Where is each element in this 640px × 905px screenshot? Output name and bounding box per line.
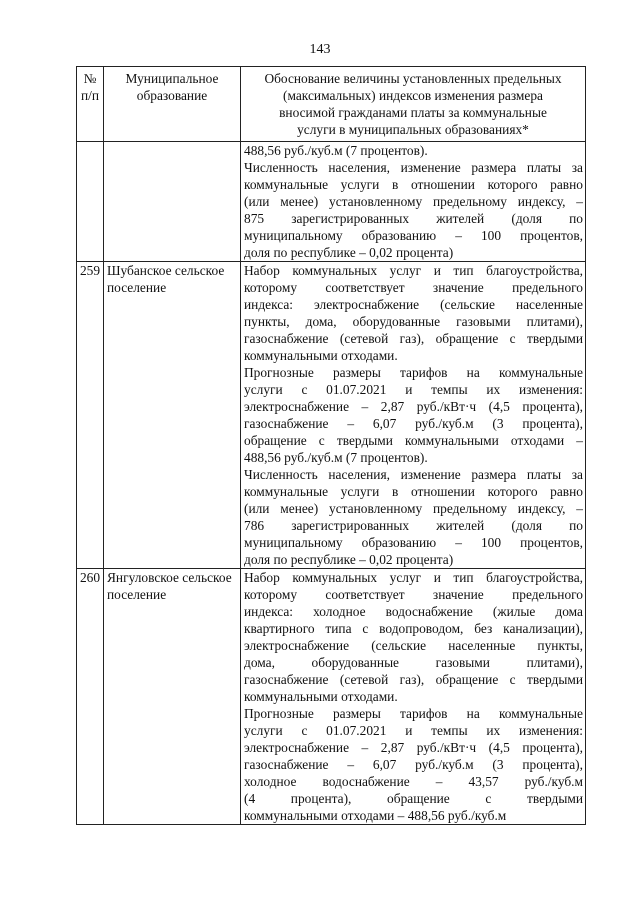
text-line: газоснабжение – 6,07 руб./куб.м (3 процента), <box>244 416 583 431</box>
text-line: Численность населения, изменение размера платы за <box>244 160 583 175</box>
text-line: 488,56 руб./куб.м (7 процентов). <box>244 143 428 158</box>
table-row <box>77 569 586 825</box>
text-line: доля по республике – 0,02 процента) <box>244 245 454 260</box>
text-line: 786 зарегистрированных жителей (доля по <box>244 518 583 533</box>
header-number-line: № <box>83 71 97 86</box>
text-line: доля по республике – 0,02 процента) <box>244 552 454 567</box>
text-line: индекса: холодное водоснабжение (жилые дома <box>244 604 583 619</box>
header-number-line: п/п <box>80 88 100 103</box>
page-number: 143 <box>309 42 331 57</box>
text-line: Прогнозные размеры тарифов на коммунальные <box>244 706 583 721</box>
text-line: обращение с твердыми коммунальными отходами – <box>244 433 583 448</box>
text-line: (4 процента), обращение с твердыми <box>244 791 583 806</box>
text-line: (или менее) установленному предельному индексу, – <box>244 501 583 516</box>
text-line: дома, оборудованные газовыми плитами), <box>244 655 583 670</box>
justification-paragraph <box>244 262 583 364</box>
text-line: электроснабжение – 2,87 руб./кВт·ч (4,5 процента), <box>244 740 583 755</box>
justification-paragraph <box>244 142 583 159</box>
justification-cell <box>241 569 586 825</box>
text-line: электроснабжение – 2,87 руб./кВт·ч (4,5 процента), <box>244 399 583 414</box>
text-line: холодное водоснабжение – 43,57 руб./куб.м <box>244 774 583 789</box>
text-line: коммунальные услуги в отношении которого равно <box>244 484 583 499</box>
text-line: газоснабжение (сетевой газ), обращение с твердыми <box>244 672 583 687</box>
justification-paragraph <box>244 705 583 824</box>
text-line: индекса: электроснабжение (сельские населенные <box>244 297 583 312</box>
text-line: которому соответствует значение предельного <box>244 280 583 295</box>
table-header-row <box>77 67 586 142</box>
text-line: квартирного типа с водопроводом, без канализации), <box>244 621 583 636</box>
text-line: (или менее) установленному предельному индексу, – <box>244 194 583 209</box>
text-line: услуги с 01.07.2021 и темпы их изменения: <box>244 382 583 397</box>
header-justification-line: (максимальных) индексов изменения размера <box>283 88 543 103</box>
header-municipality <box>104 67 241 142</box>
header-number <box>77 67 104 142</box>
text-line: 488,56 руб./куб.м (7 процентов). <box>244 450 428 465</box>
text-line: электроснабжение (сельские населенные пункты, <box>244 638 583 653</box>
header-justification-line: услуги в муниципальных образованиях* <box>297 122 529 137</box>
text-line: газоснабжение – 6,07 руб./куб.м (3 процента), <box>244 757 583 772</box>
justification-cell <box>241 142 586 262</box>
text-line: Набор коммунальных услуг и тип благоустройства, <box>244 263 583 278</box>
text-line: муниципальному образованию – 100 процентов, <box>244 535 583 550</box>
table-body <box>77 142 586 825</box>
text-line: коммунальными отходами. <box>244 689 398 704</box>
text-line: услуги с 01.07.2021 и темпы их изменения: <box>244 723 583 738</box>
text-line: Набор коммунальных услуг и тип благоустройства, <box>244 570 583 585</box>
text-line: коммунальными отходами. <box>244 348 398 363</box>
header-justification <box>241 67 586 142</box>
text-line: муниципальному образованию – 100 процентов, <box>244 228 583 243</box>
header-justification-line: вносимой гражданами платы за коммунальные <box>279 105 547 120</box>
text-line: Прогнозные размеры тарифов на коммунальные <box>244 365 583 380</box>
text-line: коммунальными отходами – 488,56 руб./куб.м <box>244 808 507 823</box>
header-justification-line: Обоснование величины установленных предельных <box>264 71 562 86</box>
table-row <box>77 142 586 262</box>
row-number: 260 <box>77 569 104 825</box>
text-line: которому соответствует значение предельного <box>244 587 583 602</box>
justification-paragraph <box>244 466 583 568</box>
municipality-name <box>104 142 241 262</box>
table-row <box>77 262 586 569</box>
header-municipality-line: образование <box>136 88 208 103</box>
row-number <box>77 142 104 262</box>
text-line: Численность населения, изменение размера платы за <box>244 467 583 482</box>
text-line: пункты, дома, оборудованные газовыми плитами), <box>244 314 583 329</box>
header-municipality-line: Муниципальное <box>125 71 219 86</box>
tariff-index-table <box>76 66 586 825</box>
municipality-name: Янгуловское сельское поселение <box>104 569 241 825</box>
text-line: коммунальные услуги в отношении которого равно <box>244 177 583 192</box>
justification-cell <box>241 262 586 569</box>
justification-paragraph <box>244 159 583 261</box>
text-line: газоснабжение (сетевой газ), обращение с твердыми <box>244 331 583 346</box>
text-line: 875 зарегистрированных жителей (доля по <box>244 211 583 226</box>
municipality-name: Шубанское сельское поселение <box>104 262 241 569</box>
justification-paragraph <box>244 569 583 705</box>
justification-paragraph <box>244 364 583 466</box>
row-number: 259 <box>77 262 104 569</box>
